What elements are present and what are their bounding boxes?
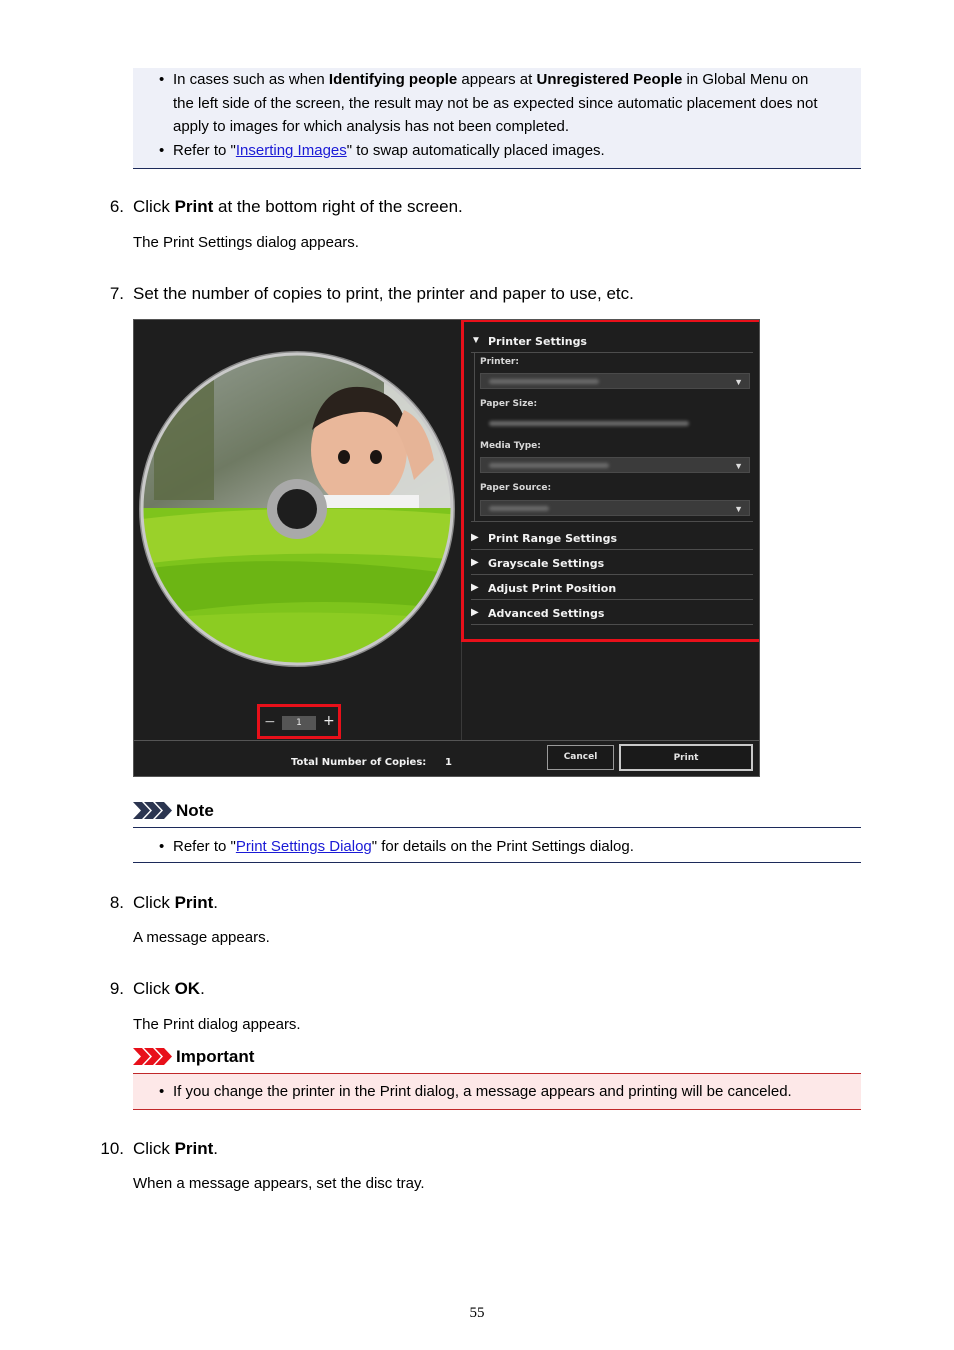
dropdown-arrow-icon: ▼ — [734, 504, 743, 514]
note-box-top — [133, 68, 861, 169]
step-10-number: 10. — [100, 1139, 124, 1158]
decrease-copies-button[interactable]: − — [264, 714, 276, 730]
cancel-button[interactable]: Cancel — [547, 745, 614, 770]
step-9-text: Click OK. — [133, 979, 205, 998]
separator — [471, 624, 753, 625]
printer-label: Printer: — [480, 357, 519, 367]
advanced-settings-heading[interactable]: Advanced Settings — [488, 607, 605, 620]
note-box — [133, 827, 861, 863]
expand-triangle-icon[interactable]: ▶ — [471, 607, 479, 618]
note-bullet-2: Refer to "Inserting Images" to swap automatically placed images. — [173, 142, 605, 159]
step-9-number: 9. — [109, 979, 124, 998]
expand-triangle-icon[interactable]: ▶ — [471, 532, 479, 543]
note-text: Refer to "Print Settings Dialog" for details on the Print Settings dialog. — [173, 838, 634, 855]
group-border — [474, 353, 475, 521]
media-type-select[interactable] — [480, 457, 750, 473]
step-9-result: The Print dialog appears. — [133, 1016, 301, 1033]
print-button[interactable]: Print — [619, 744, 753, 771]
paper-size-label: Paper Size: — [480, 399, 538, 409]
total-copies-value: 1 — [445, 757, 452, 768]
printer-settings-heading[interactable]: Printer Settings — [488, 335, 587, 348]
step-10-text: Click Print. — [133, 1139, 219, 1158]
media-type-label: Media Type: — [480, 441, 541, 451]
important-title: Important — [176, 1047, 255, 1066]
separator — [471, 352, 753, 353]
print-range-settings-heading[interactable]: Print Range Settings — [488, 532, 617, 545]
step-7-number: 7. — [109, 284, 124, 303]
step-7-text: Set the number of copies to print, the printer and paper to use, etc. — [133, 284, 634, 303]
separator — [471, 521, 753, 522]
expand-triangle-icon[interactable]: ▶ — [471, 557, 479, 568]
paper-source-select[interactable] — [480, 500, 750, 516]
separator — [471, 599, 753, 600]
grayscale-settings-heading[interactable]: Grayscale Settings — [488, 557, 605, 570]
total-copies-label: Total Number of Copies: — [291, 757, 427, 768]
dropdown-arrow-icon: ▼ — [734, 377, 743, 387]
step-6-text: Click Print at the bottom right of the screen. — [133, 197, 463, 216]
separator — [471, 574, 753, 575]
step-10-result: When a message appears, set the disc tray. — [133, 1175, 425, 1192]
bullet: • — [159, 1083, 165, 1100]
page-number: 55 — [469, 1305, 485, 1321]
note-chevron-icon — [133, 802, 173, 819]
paper-source-label: Paper Source: — [480, 483, 552, 493]
important-box — [133, 1073, 861, 1110]
disc-preview-image — [134, 320, 461, 740]
printer-select[interactable] — [480, 373, 750, 389]
inserting-images-link[interactable]: Inserting Images — [235, 142, 347, 159]
step-8-text: Click Print. — [133, 893, 219, 912]
step-8-result: A message appears. — [133, 929, 270, 946]
separator — [471, 549, 753, 550]
bullet: • — [159, 71, 165, 88]
increase-copies-button[interactable]: + — [323, 713, 335, 729]
step-6-result: The Print Settings dialog appears. — [133, 234, 359, 251]
print-settings-screenshot — [133, 319, 760, 777]
step-6-number: 6. — [109, 197, 124, 216]
step-8-number: 8. — [109, 893, 124, 912]
paper-size-value — [480, 415, 750, 431]
bullet: • — [159, 142, 165, 159]
note-bullet-1: In cases such as when Identifying people appears at Unregistered People in Global Menu on the left side of the screen, the result may not be as expected since automatic placement does not apply to images for which analysis has not been completed. — [173, 71, 818, 135]
print-settings-dialog-link[interactable]: Print Settings Dialog — [235, 838, 372, 855]
dropdown-arrow-icon: ▼ — [734, 461, 743, 471]
note-title: Note — [176, 801, 214, 820]
collapse-triangle-icon[interactable]: ▼ — [471, 335, 481, 346]
expand-triangle-icon[interactable]: ▶ — [471, 582, 479, 593]
important-text: If you change the printer in the Print dialog, a message appears and printing will be canceled. — [173, 1083, 792, 1100]
footer-divider — [134, 740, 760, 741]
bullet: • — [159, 838, 165, 855]
important-chevron-icon — [133, 1048, 173, 1065]
copies-input[interactable]: 1 — [282, 716, 316, 730]
adjust-print-position-heading[interactable]: Adjust Print Position — [488, 582, 617, 595]
